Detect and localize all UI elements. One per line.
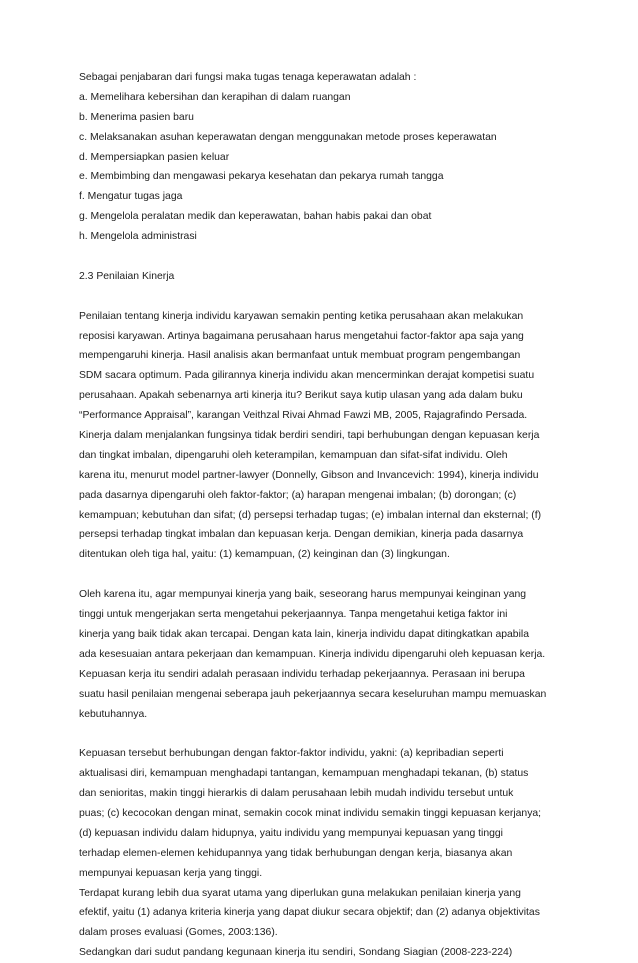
text-line: kebutuhannya. [79, 708, 148, 720]
text-line: mempengaruhi kinerja. Hasil analisis akan bermanfaat untuk membuat program pengembangan [79, 350, 521, 362]
text-line: efektif, yaitu (1) adanya kriteria kinerja yang dapat diukur secara objektif; dan (2) adanya objektivitas [79, 907, 540, 919]
text-line: kinerja yang baik tidak akan tercapai. Dengan kata lain, kinerja individu dapat ditingkatkan apabila [79, 628, 529, 640]
list-item: c. Melaksanakan asuhan keperawatan dengan menggunakan metode proses keperawatan [79, 131, 497, 143]
text-line: Kepuasan kerja itu sendiri adalah perasaan individu terhadap pekerjaannya. Perasaan ini berupa [79, 668, 525, 680]
list-item: f. Mengatur tugas jaga [79, 191, 183, 203]
text-line: terhadap elemen-elemen kehidupannya yang tidak berhubungan dengan kerja, biasanya akan [79, 847, 513, 859]
list-item: d. Mempersiapkan pasien keluar [79, 151, 230, 163]
paragraph-spacer [79, 287, 569, 307]
list-item: a. Memelihara kebersihan dan kerapihan di dalam ruangan [79, 91, 351, 103]
text-line: (d) kepuasan individu dalam hidupnya, yaitu individu yang mempunyai kepuasan yang tinggi [79, 827, 503, 839]
paragraph-1 [79, 307, 569, 566]
text-line: ditentukan oleh tiga hal, yaitu: (1) kemampuan, (2) keinginan dan (3) lingkungan. [79, 549, 450, 561]
paragraph-2 [79, 585, 569, 724]
text-line: Penilaian tentang kinerja individu karyawan semakin penting ketika perusahaan akan melakukan [79, 310, 524, 322]
text-line: aktualisasi diri, kemampuan menghadapi tantangan, kemampuan menghadapi tekanan, (b) status [79, 768, 529, 780]
text-line: persepsi terhadap tingkat imbalan dan kepuasan kerja. Dengan demikian, kinerja pada dasarnya [79, 529, 524, 541]
text-line: kemampuan; kebutuhan dan sifat; (d) persepsi terhadap tugas; (e) imbalan internal dan eksternal; (f) [79, 509, 542, 521]
text-line: dalam proses evaluasi (Gomes, 2003:136). [79, 927, 278, 939]
list-item: h. Mengelola administrasi [79, 231, 197, 243]
text-line: Oleh karena itu, agar mempunyai kinerja yang baik, seseorang harus mempunyai keinginan yang [79, 589, 527, 601]
text-line: mempunyai kepuasan kerja yang tinggi. [79, 867, 263, 879]
section-heading: 2.3 Penilaian Kinerja [79, 270, 175, 282]
text-line: reposisi karyawan. Artinya bagaimana perusahaan harus mengetahui factor-faktor apa saja yang [79, 330, 524, 342]
paragraph-spacer [79, 247, 569, 267]
text-line: suatu hasil penilaian mengenai seberapa jauh pekerjaannya secara keseluruhan mampu memuaskan [79, 688, 547, 700]
text-line: Kinerja dalam menjalankan fungsinya tidak berdiri sendiri, tapi berhubungan dengan kepuasan kerja [79, 430, 540, 442]
document-page [79, 68, 569, 963]
text-line: SDM sacara optimum. Pada gilirannya kinerja individu akan mencerminkan derajat kompetisi suatu [79, 370, 535, 382]
text-line: puas; (c) kecocokan dengan minat, semakin cocok minat individu semakin tinggi kepuasan kerjanya; [79, 807, 542, 819]
list-item: e. Membimbing dan mengawasi pekarya kesehatan dan pekarya rumah tangga [79, 171, 444, 183]
list-item: g. Mengelola peralatan medik dan keperawatan, bahan habis pakai dan obat [79, 211, 432, 223]
text-line: dan senioritas, makin tinggi hierarkis di dalam perusahaan lebih mudah individu tersebut untuk [79, 788, 514, 800]
text-line: pada dasarnya dipengaruhi oleh faktor-faktor; (a) harapan mengenai imbalan; (b) dorongan; (c) [79, 489, 517, 501]
paragraph-spacer [79, 565, 569, 585]
text-line: dan tingkat imbalan, dipengaruhi oleh keterampilan, kemampuan dan sifat-sifat individu. Oleh [79, 449, 508, 461]
paragraph-spacer [79, 724, 569, 744]
paragraph-3 [79, 744, 569, 963]
text-line: perusahaan. Apakah sebenarnya arti kinerja itu? Berikut saya kutip ulasan yang ada dalam buku [79, 390, 523, 402]
intro-lead: Sebagai penjabaran dari fungsi maka tugas tenaga keperawatan adalah : [79, 72, 417, 83]
text-line: ada kesesuaian antara pekerjaan dan kemampuan. Kinerja individu dipengaruhi oleh kepuasan kerja. [79, 648, 546, 660]
text-line: Terdapat kurang lebih dua syarat utama yang diperlukan guna melakukan penilaian kinerja yang [79, 887, 521, 899]
text-line: tinggi untuk mengerjakan serta mengetahui pekerjaannya. Tanpa mengetahui ketiga faktor ini [79, 609, 508, 621]
list-item: b. Menerima pasien baru [79, 111, 194, 123]
text-line: “Performance Appraisal”, karangan Veithzal Rivai Ahmad Fawzi MB, 2005, Rajagrafindo Persada. [79, 410, 528, 422]
text-line: karena itu, menurut model partner-lawyer (Donnelly, Gibson and Invancevich: 1994), kinerja individu [79, 469, 539, 481]
text-line: Sedangkan dari sudut pandang kegunaan kinerja itu sendiri, Sondang Siagian (2008-223-224) [79, 947, 513, 959]
text-line: Kepuasan tersebut berhubungan dengan faktor-faktor individu, yakni: (a) kepribadian seperti [79, 748, 504, 760]
